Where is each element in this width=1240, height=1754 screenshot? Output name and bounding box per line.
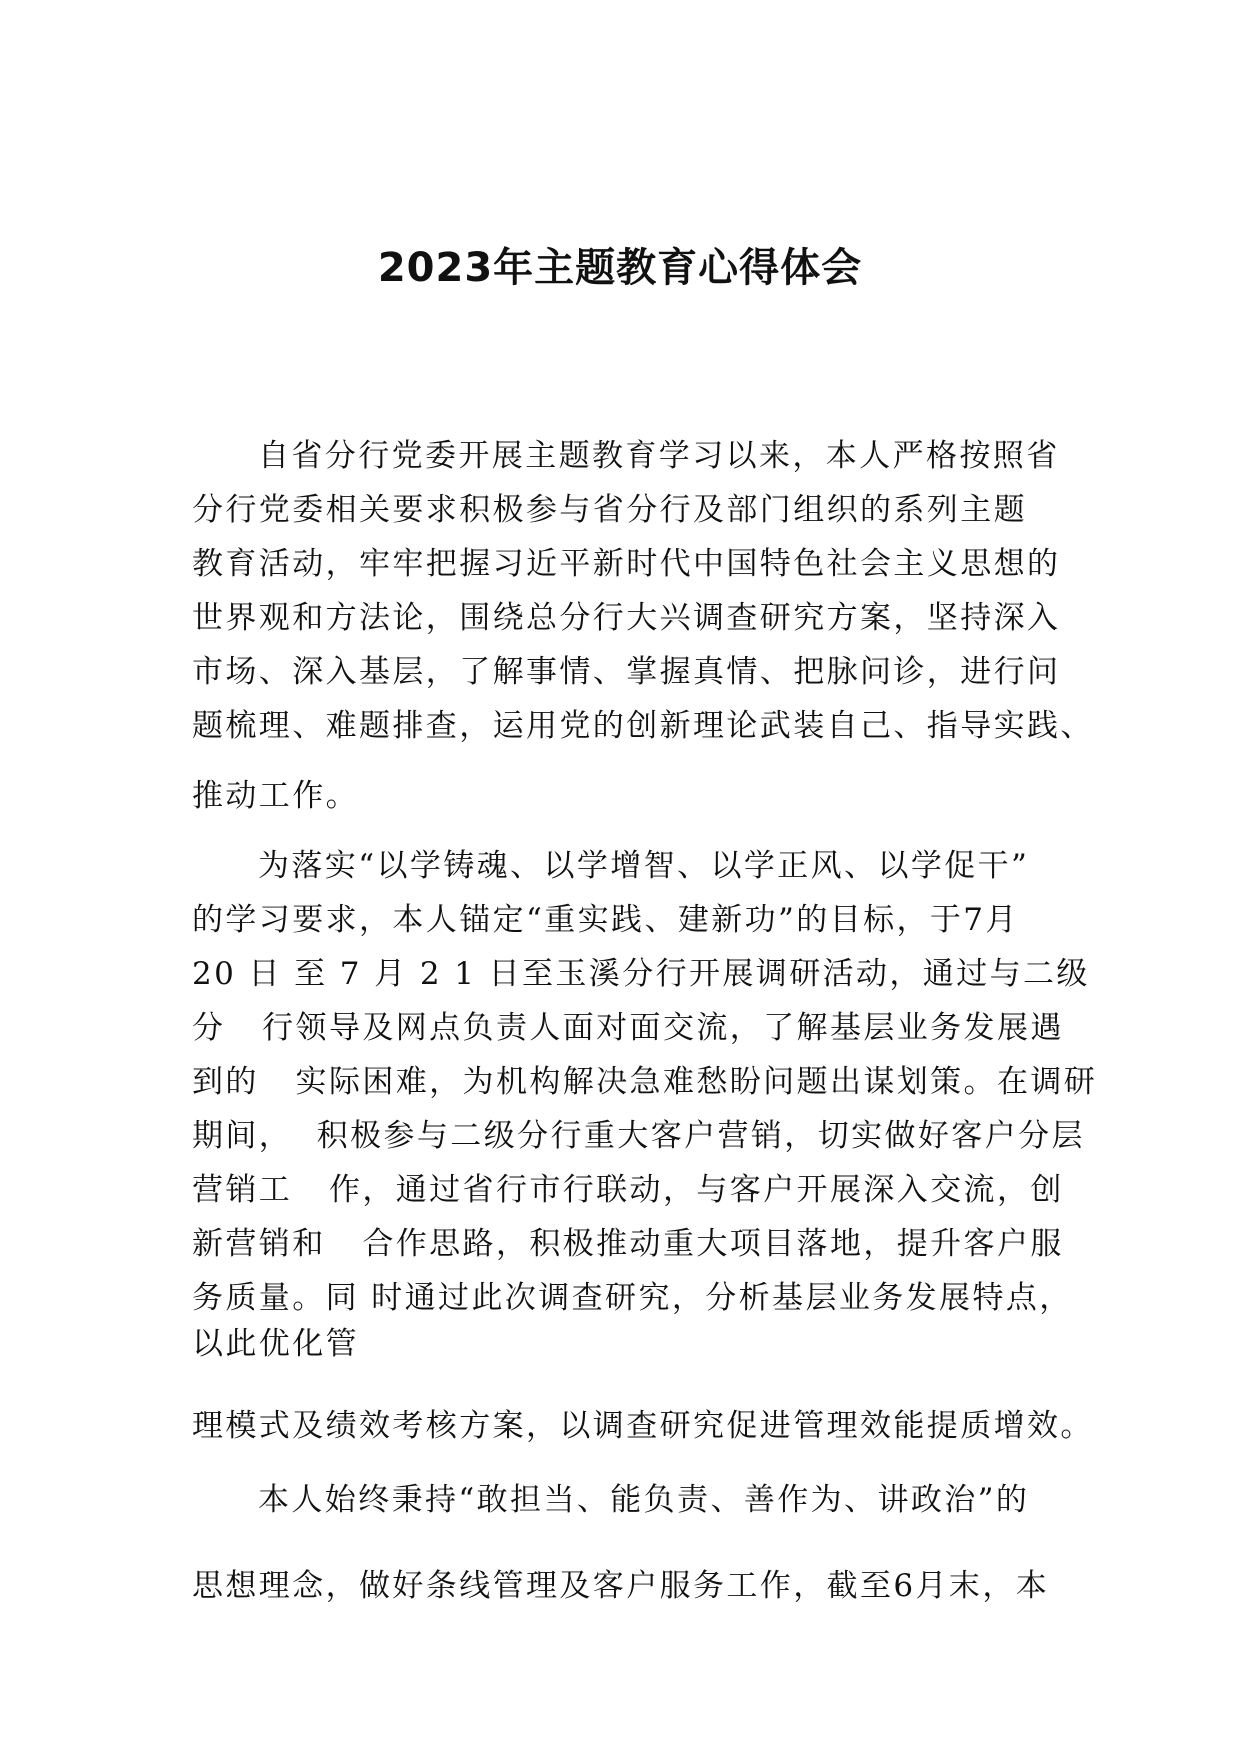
paragraph-line: 期间， 积极参与二级分行重大客户营销，切实做好客户分层	[192, 1118, 1085, 1154]
paragraph-line: 务质量。同 时通过此次调查研究，分析基层业务发展特点，	[192, 1280, 1073, 1316]
paragraph-line: 市场、深入基层，了解事情、掌握真情、把脉问诊，进行问	[192, 654, 1061, 690]
paragraph-line: 理模式及绩效考核方案，以调查研究促进管理效能提质增效。	[192, 1408, 1094, 1444]
paragraph-line: 题梳理、难题排查，运用党的创新理论武装自己、指导实践、	[192, 708, 1094, 744]
paragraph-line: 分行党委相关要求积极参与省分行及部门组织的系列主题	[192, 492, 1027, 528]
paragraph-line: 推动工作。	[192, 778, 359, 814]
paragraph-line: 为落实“以学铸魂、以学增智、以学正风、以学促干”	[258, 848, 1030, 884]
paragraph-line: 的学习要求，本人锚定“重实践、建新功”的目标，于7月	[192, 902, 1019, 938]
document-title: 2023年主题教育心得体会	[377, 245, 863, 291]
paragraph-line: 到的 实际困难，为机构解决急难愁盼问题出谋划策。在调研	[192, 1064, 1098, 1100]
paragraph-line: 思想理念，做好条线管理及客户服务工作，截至6月末，本	[192, 1568, 1050, 1604]
paragraph-line: 世界观和方法论，围绕总分行大兴调查研究方案，坚持深入	[192, 600, 1061, 636]
paragraph-line: 本人始终秉持“敢担当、能负责、善作为、讲政治”的	[258, 1482, 1030, 1518]
paragraph-line: 营销工 作，通过省行市行联动，与客户开展深入交流，创	[192, 1172, 1064, 1208]
paragraph-line: 新营销和 合作思路，积极推动重大项目落地，提升客户服	[192, 1226, 1064, 1262]
paragraph-line: 分 行领导及网点负责人面对面交流，了解基层业务发展遇	[192, 1010, 1064, 1046]
paragraph-line: 自省分行党委开展主题教育学习以来，本人严格按照省	[258, 438, 1060, 474]
paragraph-line: 以此优化管	[192, 1326, 359, 1362]
paragraph-line: 20 日 至 7 月 2 1 日至玉溪分行开展调研活动，通过与二级	[192, 956, 1090, 992]
paragraph-line: 教育活动，牢牢把握习近平新时代中国特色社会主义思想的	[192, 546, 1061, 582]
